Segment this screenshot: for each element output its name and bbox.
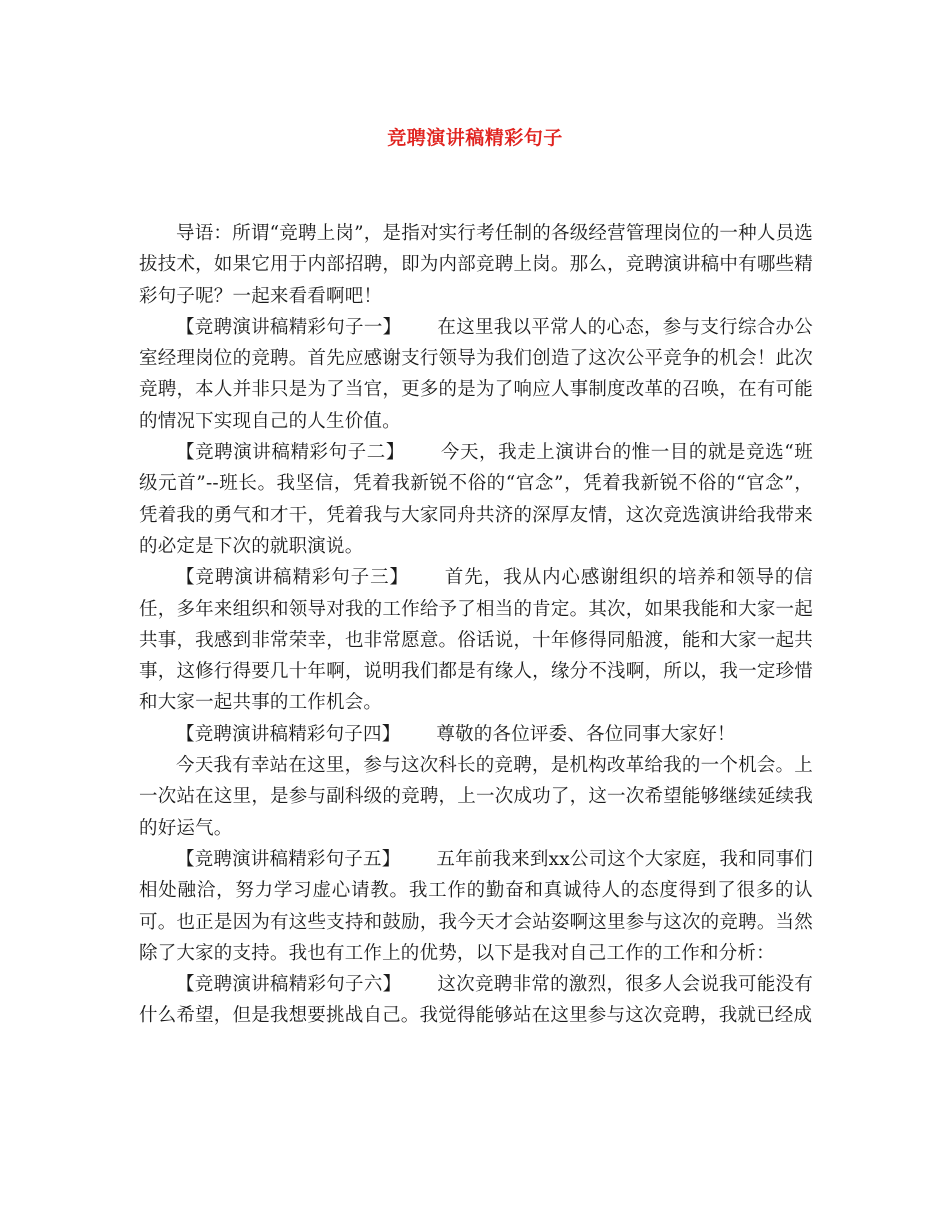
document-title: 竞聘演讲稿精彩句子	[387, 127, 563, 149]
document-body	[139, 218, 813, 1032]
paragraph-intro	[139, 218, 813, 312]
paragraph-5	[139, 844, 813, 969]
paragraph-6	[139, 969, 813, 1032]
paragraph-3	[139, 562, 813, 718]
paragraph-2	[139, 437, 813, 562]
paragraph-text: 导语：所谓“竞聘上岗”，是指对实行考任制的各级经营管理岗位的一种人员选拔技术，如果它用于内部招聘，即为内部竞聘上岗。那么，竞聘演讲稿中有哪些精彩句子呢？一起来看看啊吧！	[139, 223, 813, 307]
paragraph-4	[139, 719, 813, 750]
paragraph-text: 首先，我从内心感谢组织的培养和领导的信任，多年来组织和领导对我的工作给予了相当的肯定。其次，如果我能和大家一起共事，我感到非常荣幸，也非常愿意。俗话说，十年修得同船渡，能和大家一起共事，这修行得要几十年啊，说明我们都是有缘人，缘分不浅啊，所以，我一定珍惜和大家一起共事的工作机会。	[139, 567, 813, 714]
paragraph-text: 这次竞聘非常的激烈，很多人会说我可能没有什么希望，但是我想要挑战自己。我觉得能够站在这里参与这次竞聘，我就已经成	[139, 974, 813, 1027]
paragraph-text: 今天我有幸站在这里，参与这次科长的竞聘，是机构改革给我的一个机会。上一次站在这里，是参与副科级的竞聘，上一次成功了，这一次希望能够继续延续我的好运气。	[139, 755, 813, 839]
paragraph-text: 在这里我以平常人的心态，参与支行综合办公室经理岗位的竞聘。首先应感谢支行领导为我们创造了这次公平竞争的机会！此次竞聘，本人并非只是为了当官，更多的是为了响应人事制度改革的召唤，在有可能的情况下实现自己的人生价值。	[139, 316, 813, 432]
section-heading: 【竞聘演讲稿精彩句子五】	[176, 848, 401, 870]
section-heading: 【竞聘演讲稿精彩句子四】	[176, 723, 401, 745]
paragraph-text: 五年前我来到xx公司这个大家庭，我和同事们相处融洽，努力学习虚心请教。我工作的勤奋和真诚待人的态度得到了很多的认可。也正是因为有这些支持和鼓励，我今天才会站姿啊这里参与这次的竞聘。当然除了大家的支持。我也有工作上的优势，以下是我对自己工作的工作和分析：	[139, 848, 813, 964]
paragraph-4-continued	[139, 750, 813, 844]
section-heading: 【竞聘演讲稿精彩句子六】	[176, 974, 402, 996]
section-heading: 【竞聘演讲稿精彩句子三】	[176, 567, 409, 589]
paragraph-1	[139, 312, 813, 437]
section-heading: 【竞聘演讲稿精彩句子一】	[176, 316, 402, 338]
paragraph-text: 尊敬的各位评委、各位同事大家好！	[436, 723, 736, 745]
section-heading: 【竞聘演讲稿精彩句子二】	[176, 442, 405, 464]
paragraph-text: 今天，我走上演讲台的惟一目的就是竞选“班级元首”--班长。我坚信，凭着我新锐不俗的“官念”，凭着我新锐不俗的“官念”，凭着我的勇气和才干，凭着我与大家同舟共济的深厚友情，这次竞选演讲给我带来的必定是下次的就职演说。	[139, 442, 813, 557]
